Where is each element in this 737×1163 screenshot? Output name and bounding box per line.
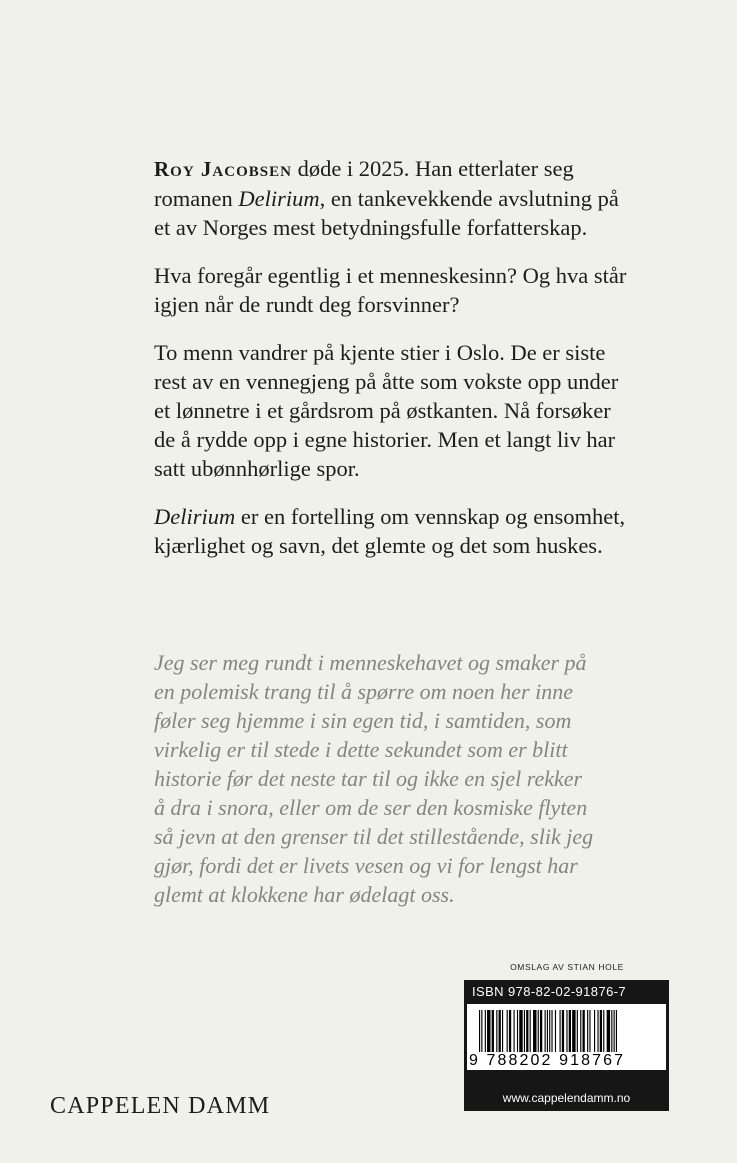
barcode-bar <box>597 1010 598 1052</box>
quote-line: virkelig er til stede i dette sekundet som er blitt <box>154 737 568 762</box>
barcode-bar <box>533 1010 536 1052</box>
publisher-logo: CAPPELEN DAMM <box>50 1093 271 1119</box>
author-name: Roy Jacobsen <box>154 157 292 181</box>
barcode-bar <box>496 1010 497 1052</box>
barcode-bar <box>594 1010 595 1052</box>
blurb-text <box>154 154 634 579</box>
barcode-bar <box>560 1010 561 1052</box>
barcode-bar <box>616 1010 617 1052</box>
barcode-bar <box>492 1010 494 1052</box>
barcode-bar <box>580 1010 581 1052</box>
barcode-bar <box>526 1010 528 1052</box>
book-title: Delirium <box>238 186 320 211</box>
barcode-bar <box>566 1010 567 1052</box>
barcode-bar <box>545 1010 546 1052</box>
barcode-bar <box>547 1010 548 1052</box>
excerpt-quote <box>154 648 634 909</box>
barcode-bar <box>479 1010 480 1052</box>
barcode-bars <box>467 1004 666 1056</box>
barcode-bar <box>607 1010 610 1052</box>
barcode-bar <box>603 1010 604 1052</box>
barcode-bar <box>577 1010 578 1052</box>
barcode-bar <box>487 1010 490 1052</box>
book-title: Delirium <box>154 504 236 529</box>
barcode-bar <box>614 1010 615 1052</box>
publisher-url: www.cappelendamm.no <box>502 1091 631 1105</box>
barcode-bar <box>551 1010 552 1052</box>
barcode-bar <box>481 1010 482 1052</box>
blurb-text-span: er en fortelling om vennskap og ensomhet, kjærlighet og savn, det glemte og det som huskes. <box>154 504 626 558</box>
barcode-bar <box>600 1010 602 1052</box>
quote-line: historie før det neste tar til og ikke en sjel rekker <box>154 766 583 791</box>
quote-line: å dra i snora, eller om de ser den kosmiske flyten <box>154 795 588 820</box>
barcode-bar <box>485 1010 486 1052</box>
barcode-bar <box>555 1010 556 1052</box>
quote-line: glemt at klokkene har ødelagt oss. <box>154 882 455 907</box>
barcode-bar <box>583 1010 585 1052</box>
barcode-bar <box>502 1010 503 1052</box>
quote-line: gjør, fordi det er livets vesen og vi for lengst har <box>154 853 578 878</box>
barcode-bar <box>519 1010 522 1052</box>
blurb-text-span: døde i 2025. Han etterlater seg romanen <box>154 156 574 211</box>
blurb-paragraph-3: To menn vandrer på kjente stier i Oslo. De er siste rest av en vennegjeng på åtte som vokste opp under et lønnetre i et gårdsrom på østkanten. Nå forsøker de å rydde opp i egne historier. Men et langt liv har satt ubønnhørlige spor. <box>154 340 619 481</box>
isbn-barcode-block <box>464 980 669 1111</box>
quote-line: føler seg hjemme i sin egen tid, i samtiden, som <box>154 708 572 733</box>
barcode-bar <box>569 1010 571 1052</box>
cover-credit: OMSLAG AV STIAN HOLE <box>510 962 624 972</box>
quote-line: Jeg ser meg rundt i menneskehavet og smaker på <box>154 650 587 675</box>
barcode-bar <box>572 1010 575 1052</box>
barcode-bar <box>517 1010 518 1052</box>
barcode <box>467 1004 666 1070</box>
isbn-digits: 9 788202 918767 <box>469 1052 626 1069</box>
barcode-bar <box>499 1010 501 1052</box>
isbn-label: ISBN 978-82-02-91876-7 <box>472 984 627 999</box>
blurb-paragraph-4 <box>154 502 634 560</box>
barcode-bar <box>509 1010 511 1052</box>
barcode-bar <box>530 1010 531 1052</box>
barcode-bar <box>589 1010 590 1052</box>
barcode-bar <box>538 1010 539 1052</box>
barcode-bar <box>507 1010 508 1052</box>
blurb-paragraph-2: Hva foregår egentlig i et menneskesinn? Og hva står igjen når de rundt deg forsvinner? <box>154 263 627 317</box>
barcode-bar <box>611 1010 612 1052</box>
barcode-bar <box>562 1010 564 1052</box>
quote-line: så jevn at den grenser til det stillestående, slik jeg <box>154 824 594 849</box>
quote-line: en polemisk trang til å spørre om noen her inne <box>154 679 573 704</box>
blurb-text-span: , en tankevekkende avslutning på et av Norges mest betydningsfulle forfatterskap. <box>154 186 619 240</box>
barcode-bar <box>540 1010 542 1052</box>
barcode-bar <box>549 1010 550 1052</box>
blurb-paragraph-1 <box>154 154 634 242</box>
barcode-bar <box>587 1010 588 1052</box>
barcode-bar <box>514 1010 515 1052</box>
barcode-bar <box>524 1010 525 1052</box>
